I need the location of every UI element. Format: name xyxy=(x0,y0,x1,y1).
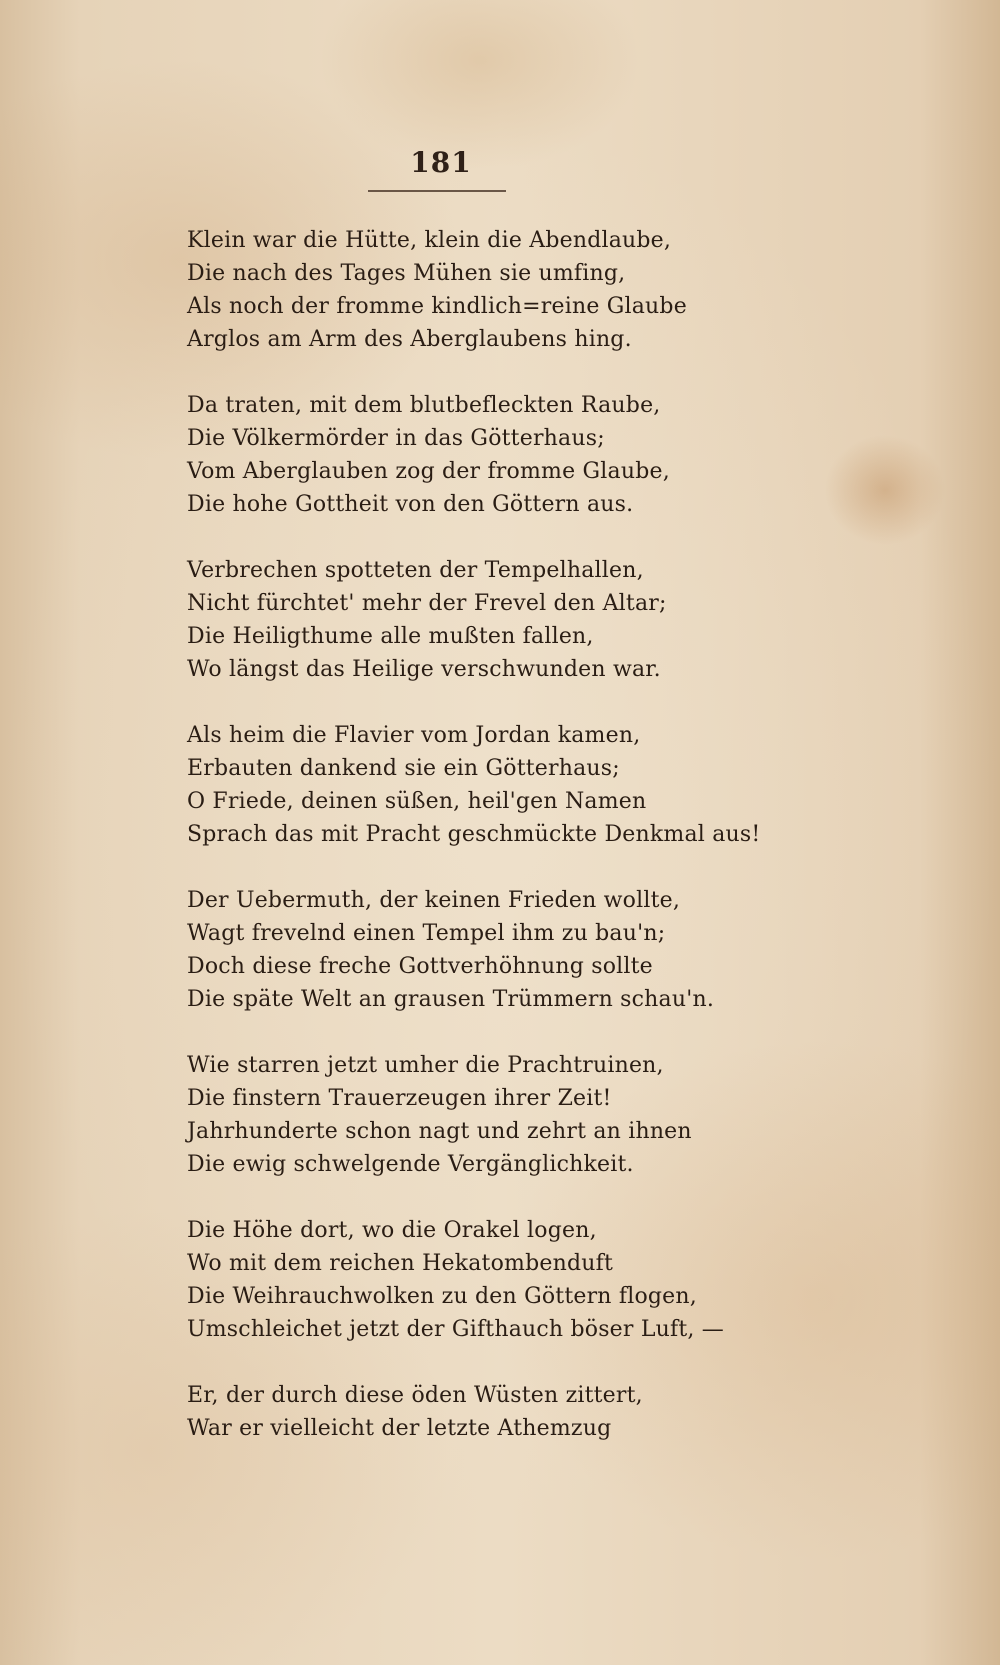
verse-line: Klein war die Hütte, klein die Abendlaube, xyxy=(187,228,672,253)
verse-line: Die ewig schwelgende Vergänglichkeit. xyxy=(187,1152,634,1177)
stanza xyxy=(187,224,747,356)
verse-line: Nicht fürchtet' mehr der Frevel den Altar; xyxy=(187,591,667,616)
stanza xyxy=(187,1379,747,1445)
header-rule xyxy=(368,190,506,192)
verse-line: Jahrhunderte schon nagt und zehrt an ihnen xyxy=(187,1119,692,1144)
stanza xyxy=(187,1214,747,1346)
verse-line: Die Völkermörder in das Götterhaus; xyxy=(187,426,605,451)
verse-line: Er, der durch diese öden Wüsten zittert, xyxy=(187,1383,643,1408)
verse-line: Sprach das mit Pracht geschmückte Denkmal aus! xyxy=(187,822,761,847)
verse-line: Als heim die Flavier vom Jordan kamen, xyxy=(187,723,641,748)
verse-line: Die Heiligthume alle mußten fallen, xyxy=(187,624,594,649)
verse-line: Arglos am Arm des Aberglaubens hing. xyxy=(187,327,632,352)
verse-line: War er vielleicht der letzte Athemzug xyxy=(187,1416,612,1441)
verse-line: Erbauten dankend sie ein Götterhaus; xyxy=(187,756,620,781)
verse-line: Die hohe Gottheit von den Göttern aus. xyxy=(187,492,634,517)
stanza xyxy=(187,389,747,521)
verse-line: Vom Aberglauben zog der fromme Glaube, xyxy=(187,459,670,484)
verse-line: Umschleichet jetzt der Gifthauch böser Luft, — xyxy=(187,1317,724,1342)
verse-line: O Friede, deinen süßen, heil'gen Namen xyxy=(187,789,647,814)
verse-line: Als noch der fromme kindlich=reine Glaube xyxy=(187,294,687,319)
verse-line: Der Uebermuth, der keinen Frieden wollte, xyxy=(187,888,681,913)
verse-line: Die nach des Tages Mühen sie umfing, xyxy=(187,261,626,286)
verse-line: Doch diese freche Gottverhöhnung sollte xyxy=(187,954,653,979)
verse-line: Wo längst das Heilige verschwunden war. xyxy=(187,657,661,682)
page-number: 181 xyxy=(410,146,472,179)
verse-line: Die Höhe dort, wo die Orakel logen, xyxy=(187,1218,597,1243)
verse-line: Verbrechen spotteten der Tempelhallen, xyxy=(187,558,644,583)
poem xyxy=(187,224,761,1478)
verse-line: Die Weihrauchwolken zu den Göttern flogen, xyxy=(187,1284,697,1309)
stanza xyxy=(187,719,761,851)
verse-line: Die späte Welt an grausen Trümmern schau'n. xyxy=(187,987,715,1012)
verse-line: Wagt frevelnd einen Tempel ihm zu bau'n; xyxy=(187,921,666,946)
verse-line: Wo mit dem reichen Hekatombenduft xyxy=(187,1251,613,1276)
stanza xyxy=(187,554,747,686)
verse-line: Da traten, mit dem blutbefleckten Raube, xyxy=(187,393,661,418)
verse-line: Wie starren jetzt umher die Prachtruinen, xyxy=(187,1053,664,1078)
stanza xyxy=(187,884,747,1016)
stanza xyxy=(187,1049,747,1181)
verse-line: Die finstern Trauerzeugen ihrer Zeit! xyxy=(187,1086,612,1111)
